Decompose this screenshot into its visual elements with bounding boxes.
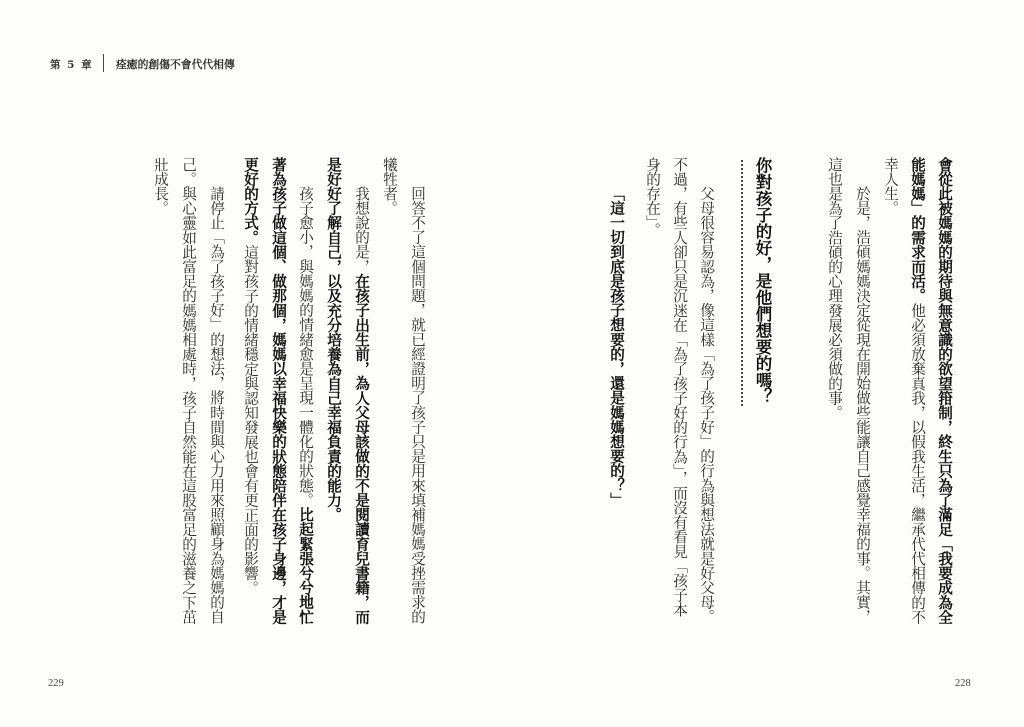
text-column (149, 157, 171, 627)
body-text: 身的存在」。 (644, 157, 661, 238)
text-column (641, 157, 663, 627)
page-number-right: 228 (955, 678, 971, 689)
body-text: 犧牲者。 (381, 157, 398, 216)
section-heading: 你對孩子的好，是他們想要的嗎？ (753, 157, 772, 405)
text-column (851, 157, 873, 627)
bold-text: 在孩子出生前，為人父母該做的不是閱讀育兒書籍，而 (353, 273, 370, 625)
body-text: 己。與心靈如此富足的媽媽相處時，孩子自然能在這股富足的滋養之下茁 (180, 157, 197, 625)
text-column (322, 157, 344, 627)
text-column (350, 157, 372, 627)
bold-text: 能媽媽」的需求而活。 (909, 157, 926, 303)
text-column (239, 157, 261, 627)
bold-text: 比起緊張兮兮地忙 (297, 507, 314, 625)
body-text: 他必須放棄真我，以假我生活，繼承代代相傳的不 (909, 303, 926, 625)
header-separator (103, 54, 104, 72)
text-column (406, 157, 428, 627)
body-text: 這也是為了浩碩的心理發展必須做的事。 (826, 157, 843, 420)
text-column (823, 157, 845, 627)
body-text: 不過，有些人卻只是沉迷在「為了孩子好的行為」，而沒有看見「孩子本 (671, 157, 688, 617)
text-column (695, 157, 717, 627)
text-column (177, 157, 199, 627)
body-text: 回答不了這個問題，就已經證明了孩子只是用來填補媽媽受挫需求的 (409, 186, 426, 625)
text-column (267, 157, 289, 627)
bold-text: 「這一切到底是孩子想要的，還是媽媽想要的？」 (608, 186, 625, 508)
chapter-label: 第 5 章 (50, 59, 92, 71)
text-column (294, 157, 316, 627)
bold-text: 著為孩子做這個、做那個，媽媽以幸福快樂的狀態陪伴在孩子身邊，才是 (270, 157, 287, 625)
body-text: 這對孩子的情緒穩定與認知發展也會有更正面的影響。 (242, 244, 259, 596)
text-column (605, 157, 627, 627)
bold-text: 更好的方式。 (242, 157, 259, 245)
text-column (906, 157, 928, 627)
body-text: 我想說的是， (353, 186, 370, 274)
text-column (933, 157, 955, 627)
body-text: 壯成長。 (152, 157, 169, 216)
bold-text: 是好好了解自己，以及充分培養為自己幸福負責的能力。 (325, 157, 342, 522)
body-text: 請停止「為了孩子好」的想法，將時間與心力用來照顧身為媽媽的自 (208, 186, 225, 625)
text-column (879, 157, 901, 627)
heading-dotted-rule (741, 160, 743, 406)
body-text: 幸人生。 (882, 157, 899, 216)
body-text: 孩子愈小，與媽媽的情緒愈是呈現一體化的狀態。 (297, 186, 314, 508)
chapter-title: 痊癒的創傷不會代代相傳 (116, 58, 235, 71)
body-text: 於是，浩碩媽媽決定從現在開始做些能讓自己感覺幸福的事。其實， (854, 186, 871, 625)
page-number-left: 229 (48, 678, 64, 689)
bold-text: 會從此被媽媽的期待與無意識的欲望箝制，終生只為了滿足「我要成為全 (936, 157, 953, 625)
text-column (668, 157, 690, 627)
body-text: 父母很容易認為，像這樣「為了孩子好」的行為與想法就是好父母。 (698, 186, 715, 625)
text-column (205, 157, 227, 627)
text-column (378, 157, 400, 627)
